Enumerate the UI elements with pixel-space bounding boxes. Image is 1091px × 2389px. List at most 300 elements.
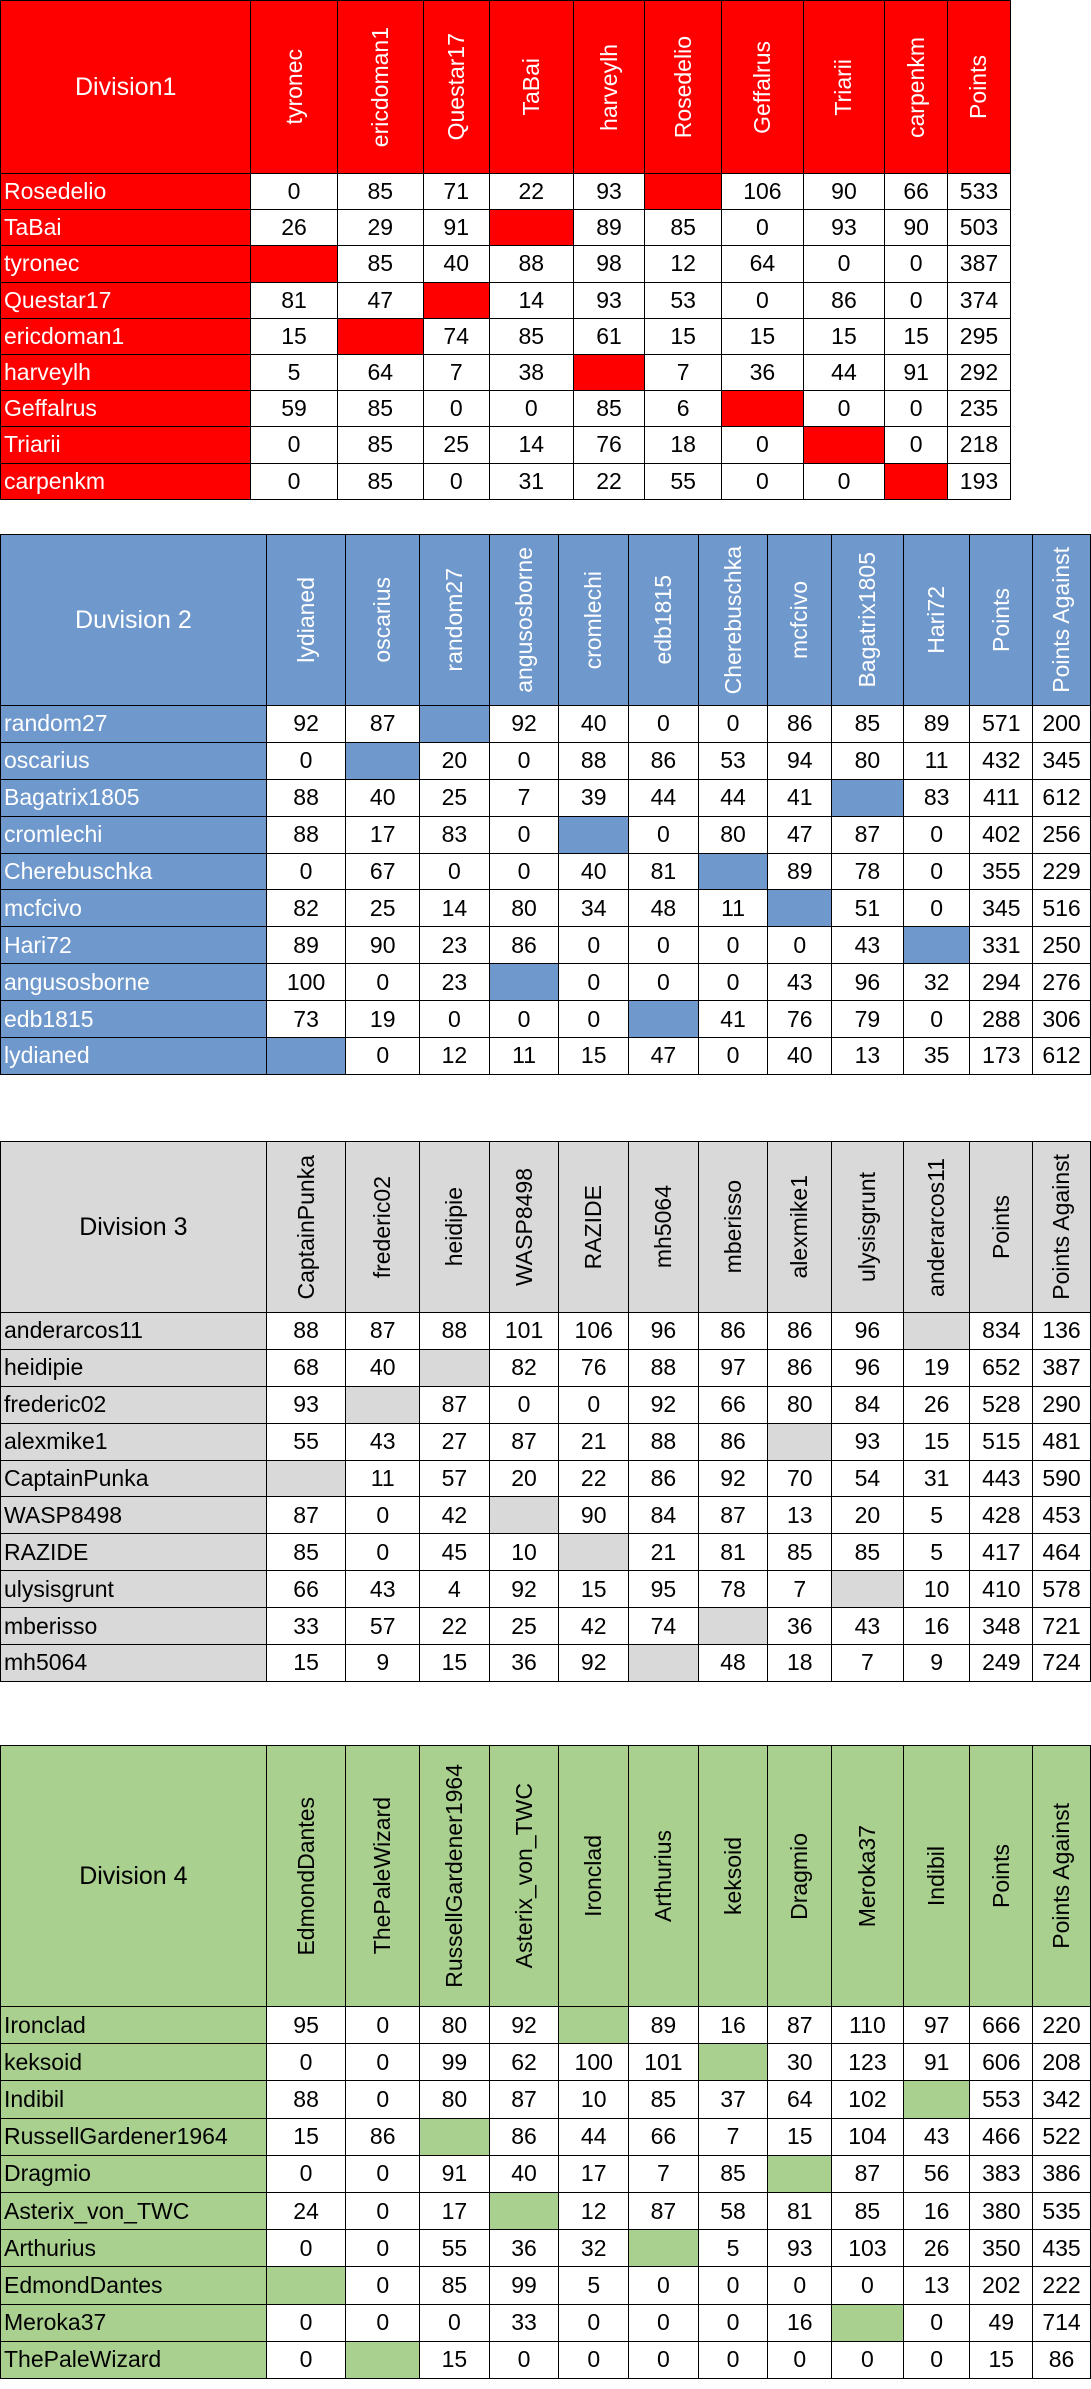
score-cell: 0 — [629, 964, 699, 1001]
score-cell: 62 — [489, 2044, 559, 2081]
score-cell: 89 — [629, 2007, 699, 2044]
score-cell: 101 — [489, 1313, 559, 1350]
points-cell: 432 — [970, 742, 1033, 779]
score-cell: 0 — [346, 964, 420, 1001]
column-header-wasp8498 — [489, 1142, 559, 1313]
points-cell: 288 — [970, 1001, 1033, 1038]
column-header-thepalewizard — [346, 1746, 420, 2007]
column-header-label: Triarii — [830, 58, 857, 116]
points-cell: 387 — [948, 246, 1011, 282]
points-against-cell: 290 — [1033, 1386, 1091, 1423]
score-cell: 0 — [420, 853, 490, 890]
score-cell: 85 — [629, 2081, 699, 2118]
score-cell: 22 — [489, 174, 573, 210]
table-row — [1, 779, 1091, 816]
score-cell: 14 — [489, 427, 573, 463]
table-row — [1, 2118, 1091, 2155]
score-cell: 44 — [698, 779, 768, 816]
score-cell: 0 — [629, 2267, 699, 2304]
score-cell: 0 — [722, 463, 804, 499]
score-cell: 40 — [346, 1349, 420, 1386]
points-against-cell: 535 — [1033, 2192, 1091, 2229]
column-header-ericdoman1 — [337, 1, 423, 174]
score-cell: 36 — [722, 354, 804, 390]
score-cell: 18 — [645, 427, 722, 463]
score-cell: 99 — [420, 2044, 490, 2081]
points-against-cell: 453 — [1033, 1497, 1091, 1534]
score-cell: 5 — [251, 354, 337, 390]
score-cell: 80 — [832, 742, 904, 779]
column-header-mberisso — [698, 1142, 768, 1313]
score-cell: 95 — [266, 2007, 346, 2044]
score-cell: 13 — [768, 1497, 832, 1534]
column-header-oscarius — [346, 535, 420, 706]
score-cell: 7 — [832, 1645, 904, 1682]
score-cell: 0 — [266, 2341, 346, 2378]
column-header-cherebuschka — [698, 535, 768, 706]
score-cell: 23 — [420, 964, 490, 1001]
score-cell: 86 — [346, 2118, 420, 2155]
row-name-bagatrix1805: Bagatrix1805 — [1, 779, 267, 816]
score-cell: 93 — [832, 1423, 904, 1460]
score-cell: 0 — [266, 2230, 346, 2267]
row-name-ulysisgrunt: ulysisgrunt — [1, 1571, 267, 1608]
score-cell: 33 — [489, 2304, 559, 2341]
score-cell: 23 — [420, 927, 490, 964]
table-row — [1, 1001, 1091, 1038]
score-cell: 41 — [698, 1001, 768, 1038]
self-match-cell — [629, 1645, 699, 1682]
score-cell: 0 — [346, 2081, 420, 2118]
column-header-hari72 — [903, 535, 970, 706]
self-match-cell — [346, 1386, 420, 1423]
score-cell: 90 — [885, 210, 948, 246]
score-cell: 0 — [698, 1038, 768, 1075]
column-header-label: oscarius — [369, 577, 396, 663]
score-cell: 85 — [768, 1534, 832, 1571]
score-cell: 7 — [629, 2155, 699, 2192]
score-cell: 102 — [832, 2081, 904, 2118]
score-cell: 96 — [629, 1313, 699, 1350]
points-against-cell: 200 — [1033, 706, 1091, 743]
score-cell: 85 — [337, 174, 423, 210]
score-cell: 0 — [629, 2341, 699, 2378]
row-name-asterix-von-twc: Asterix_von_TWC — [1, 2192, 267, 2229]
column-header-label: mcfcivo — [786, 581, 813, 659]
score-cell: 11 — [903, 742, 970, 779]
points-cell: 528 — [970, 1386, 1033, 1423]
column-header-geffalrus — [722, 1, 804, 174]
score-cell: 76 — [559, 1349, 629, 1386]
score-cell: 0 — [559, 2341, 629, 2378]
score-cell: 20 — [489, 1460, 559, 1497]
column-header-alexmike1 — [768, 1142, 832, 1313]
score-cell: 44 — [559, 2118, 629, 2155]
score-cell: 39 — [559, 779, 629, 816]
score-cell: 10 — [559, 2081, 629, 2118]
column-header-razide — [559, 1142, 629, 1313]
self-match-cell — [698, 2044, 768, 2081]
score-cell: 0 — [903, 2341, 970, 2378]
row-name-triarii: Triarii — [1, 427, 251, 463]
column-header-points — [948, 1, 1011, 174]
score-cell: 86 — [768, 706, 832, 743]
column-header-indibil — [903, 1746, 970, 2007]
self-match-cell — [266, 1038, 346, 1075]
score-cell: 91 — [885, 354, 948, 390]
column-header-label: mberisso — [719, 1180, 746, 1274]
column-header-angusosborne — [489, 535, 559, 706]
column-header-bagatrix1805 — [832, 535, 904, 706]
score-cell: 0 — [698, 2341, 768, 2378]
score-cell: 89 — [768, 853, 832, 890]
score-cell: 0 — [629, 816, 699, 853]
row-name-frederic02: frederic02 — [1, 1386, 267, 1423]
score-cell: 43 — [903, 2118, 970, 2155]
score-cell: 40 — [489, 2155, 559, 2192]
score-cell: 0 — [903, 890, 970, 927]
score-cell: 36 — [768, 1608, 832, 1645]
score-cell: 0 — [629, 2304, 699, 2341]
score-cell: 59 — [251, 391, 337, 427]
score-cell: 74 — [629, 1608, 699, 1645]
score-cell: 76 — [768, 1001, 832, 1038]
row-name-meroka37: Meroka37 — [1, 2304, 267, 2341]
column-header-label: ThePaleWizard — [369, 1797, 396, 1955]
column-header-label: carpenkm — [902, 36, 929, 138]
score-cell: 40 — [423, 246, 489, 282]
score-cell: 87 — [489, 1423, 559, 1460]
points-cell: 331 — [970, 927, 1033, 964]
column-header-cromlechi — [559, 535, 629, 706]
score-cell: 86 — [698, 1313, 768, 1350]
score-cell: 44 — [803, 354, 885, 390]
column-header-label: Points — [987, 1195, 1014, 1259]
header-row — [1, 1, 1011, 174]
score-cell: 79 — [832, 1001, 904, 1038]
points-cell: 355 — [970, 853, 1033, 890]
points-cell: 173 — [970, 1038, 1033, 1075]
points-against-cell: 612 — [1033, 1038, 1091, 1075]
self-match-cell — [903, 2081, 970, 2118]
table-row — [1, 2007, 1091, 2044]
points-cell: 834 — [970, 1313, 1033, 1350]
row-name-carpenkm: carpenkm — [1, 463, 251, 499]
column-header-label: TaBai — [517, 58, 544, 116]
score-cell: 38 — [489, 354, 573, 390]
score-cell: 80 — [698, 816, 768, 853]
score-cell: 0 — [698, 2267, 768, 2304]
score-cell: 0 — [559, 964, 629, 1001]
column-header-label: angusosborne — [510, 547, 537, 693]
division-table-1 — [0, 0, 1011, 500]
score-cell: 0 — [420, 1001, 490, 1038]
points-cell: 428 — [970, 1497, 1033, 1534]
table-row — [1, 463, 1011, 499]
score-cell: 92 — [489, 1571, 559, 1608]
table-row — [1, 282, 1011, 318]
column-header-label: Cherebuschka — [719, 545, 746, 695]
table-row — [1, 2044, 1091, 2081]
score-cell: 11 — [346, 1460, 420, 1497]
score-cell: 0 — [629, 927, 699, 964]
header-row — [1, 535, 1091, 706]
column-header-label: Questar17 — [442, 33, 469, 141]
self-match-cell — [423, 282, 489, 318]
score-cell: 91 — [903, 2044, 970, 2081]
column-header-carpenkm — [885, 1, 948, 174]
score-cell: 81 — [251, 282, 337, 318]
column-header-tyronec — [251, 1, 337, 174]
self-match-cell — [629, 1001, 699, 1038]
division-title: Duvision 2 — [1, 535, 267, 706]
score-cell: 22 — [573, 463, 644, 499]
table-row — [1, 2304, 1091, 2341]
score-cell: 55 — [266, 1423, 346, 1460]
row-name-anderarcos11: anderarcos11 — [1, 1313, 267, 1350]
points-against-cell: 250 — [1033, 927, 1091, 964]
column-header-label: ulysisgrunt — [853, 1172, 880, 1282]
points-against-cell: 724 — [1033, 1645, 1091, 1682]
score-cell: 0 — [903, 2304, 970, 2341]
table-row — [1, 1349, 1091, 1386]
row-name-random27: random27 — [1, 706, 267, 743]
score-cell: 85 — [645, 210, 722, 246]
score-cell: 83 — [420, 816, 490, 853]
row-name-ericdoman1: ericdoman1 — [1, 318, 251, 354]
score-cell: 0 — [251, 427, 337, 463]
table-row — [1, 1313, 1091, 1350]
score-cell: 13 — [832, 1038, 904, 1075]
score-cell: 91 — [423, 210, 489, 246]
self-match-cell — [768, 890, 832, 927]
score-cell: 86 — [768, 1313, 832, 1350]
division-title: Division 4 — [1, 1746, 267, 2007]
score-cell: 40 — [768, 1038, 832, 1075]
score-cell: 101 — [629, 2044, 699, 2081]
column-header-points — [970, 1142, 1033, 1313]
table-row — [1, 1460, 1091, 1497]
row-name-tabai: TaBai — [1, 210, 251, 246]
score-cell: 43 — [832, 1608, 904, 1645]
points-against-cell: 220 — [1033, 2007, 1091, 2044]
column-header-label: lydianed — [292, 577, 319, 663]
score-cell: 0 — [489, 816, 559, 853]
row-name-captainpunka: CaptainPunka — [1, 1460, 267, 1497]
row-name-ironclad: Ironclad — [1, 2007, 267, 2044]
score-cell: 71 — [423, 174, 489, 210]
division-table-3 — [0, 1141, 1091, 1682]
column-header-label: ericdoman1 — [366, 26, 393, 148]
row-name-hari72: Hari72 — [1, 927, 267, 964]
column-header-questar17 — [423, 1, 489, 174]
table-row — [1, 927, 1091, 964]
score-cell: 0 — [489, 742, 559, 779]
score-cell: 92 — [629, 1386, 699, 1423]
table-row — [1, 742, 1091, 779]
column-header-edb1815 — [629, 535, 699, 706]
points-against-cell: 464 — [1033, 1534, 1091, 1571]
points-cell: 294 — [970, 964, 1033, 1001]
score-cell: 66 — [266, 1571, 346, 1608]
score-cell: 99 — [489, 2267, 559, 2304]
points-against-cell: 256 — [1033, 816, 1091, 853]
score-cell: 0 — [698, 964, 768, 1001]
score-cell: 87 — [629, 2192, 699, 2229]
score-cell: 88 — [559, 742, 629, 779]
score-cell: 22 — [559, 1460, 629, 1497]
column-header-harveylh — [573, 1, 644, 174]
column-header-points — [970, 1746, 1033, 2007]
self-match-cell — [698, 1608, 768, 1645]
column-header-label: EdmondDantes — [292, 1796, 319, 1956]
score-cell: 87 — [832, 816, 904, 853]
points-cell: 374 — [948, 282, 1011, 318]
score-cell: 36 — [489, 2230, 559, 2267]
score-cell: 96 — [832, 1313, 904, 1350]
score-cell: 47 — [337, 282, 423, 318]
points-against-cell: 345 — [1033, 742, 1091, 779]
score-cell: 57 — [420, 1460, 490, 1497]
score-cell: 35 — [903, 1038, 970, 1075]
row-name-tyronec: tyronec — [1, 246, 251, 282]
table-row — [1, 2341, 1091, 2378]
self-match-cell — [489, 210, 573, 246]
score-cell: 32 — [903, 964, 970, 1001]
column-header-meroka37 — [832, 1746, 904, 2007]
row-name-edmonddantes: EdmondDantes — [1, 2267, 267, 2304]
score-cell: 6 — [645, 391, 722, 427]
column-header-label: WASP8498 — [510, 1167, 537, 1287]
score-cell: 80 — [768, 1386, 832, 1423]
score-cell: 106 — [722, 174, 804, 210]
score-cell: 7 — [768, 1571, 832, 1608]
table-row — [1, 816, 1091, 853]
score-cell: 86 — [629, 742, 699, 779]
column-header-anderarcos11 — [903, 1142, 970, 1313]
score-cell: 21 — [629, 1534, 699, 1571]
column-header-points-against — [1033, 1746, 1091, 2007]
column-header-label: Points Against — [1048, 547, 1075, 693]
row-name-arthurius: Arthurius — [1, 2230, 267, 2267]
score-cell: 88 — [489, 246, 573, 282]
row-name-geffalrus: Geffalrus — [1, 391, 251, 427]
row-name-dragmio: Dragmio — [1, 2155, 267, 2192]
score-cell: 29 — [337, 210, 423, 246]
points-cell: 466 — [970, 2118, 1033, 2155]
self-match-cell — [645, 174, 722, 210]
score-cell: 0 — [423, 463, 489, 499]
table-row — [1, 1645, 1091, 1682]
score-cell: 12 — [559, 2192, 629, 2229]
score-cell: 76 — [573, 427, 644, 463]
score-cell: 88 — [629, 1423, 699, 1460]
score-cell: 96 — [832, 1349, 904, 1386]
score-cell: 78 — [832, 853, 904, 890]
score-cell: 0 — [722, 282, 804, 318]
score-cell: 82 — [266, 890, 346, 927]
score-cell: 41 — [768, 779, 832, 816]
score-cell: 66 — [629, 2118, 699, 2155]
column-header-label: Geffalrus — [748, 40, 775, 134]
self-match-cell — [346, 742, 420, 779]
score-cell: 16 — [768, 2304, 832, 2341]
score-cell: 88 — [266, 779, 346, 816]
score-cell: 90 — [559, 1497, 629, 1534]
score-cell: 0 — [346, 2007, 420, 2044]
score-cell: 0 — [489, 1001, 559, 1038]
column-header-asterix-von-twc — [489, 1746, 559, 2007]
row-name-edb1815: edb1815 — [1, 1001, 267, 1038]
row-name-indibil: Indibil — [1, 2081, 267, 2118]
score-cell: 57 — [346, 1608, 420, 1645]
table-row — [1, 1534, 1091, 1571]
score-cell: 0 — [346, 2155, 420, 2192]
score-cell: 7 — [698, 2118, 768, 2155]
points-against-cell: 481 — [1033, 1423, 1091, 1460]
points-cell: 383 — [970, 2155, 1033, 2192]
score-cell: 86 — [803, 282, 885, 318]
score-cell: 25 — [420, 779, 490, 816]
header-row — [1, 1142, 1091, 1313]
column-header-points-against — [1033, 1142, 1091, 1313]
score-cell: 94 — [768, 742, 832, 779]
column-header-label: Rosedelio — [669, 35, 696, 139]
score-cell: 86 — [629, 1460, 699, 1497]
score-cell: 9 — [903, 1645, 970, 1682]
score-cell: 93 — [573, 174, 644, 210]
column-header-label: CaptainPunka — [292, 1154, 319, 1300]
score-cell: 0 — [559, 927, 629, 964]
score-cell: 48 — [698, 1645, 768, 1682]
score-cell: 0 — [559, 1386, 629, 1423]
score-cell: 0 — [885, 427, 948, 463]
column-header-lydianed — [266, 535, 346, 706]
score-cell: 0 — [420, 2304, 490, 2341]
points-against-cell: 86 — [1033, 2341, 1091, 2378]
points-cell: 402 — [970, 816, 1033, 853]
column-header-ulysisgrunt — [832, 1142, 904, 1313]
score-cell: 20 — [420, 742, 490, 779]
column-header-heidipie — [420, 1142, 490, 1313]
score-cell: 15 — [645, 318, 722, 354]
points-against-cell: 222 — [1033, 2267, 1091, 2304]
points-against-cell: 590 — [1033, 1460, 1091, 1497]
score-cell: 104 — [832, 2118, 904, 2155]
table-row — [1, 2267, 1091, 2304]
score-cell: 0 — [266, 2304, 346, 2341]
score-cell: 0 — [346, 2192, 420, 2229]
self-match-cell — [559, 2007, 629, 2044]
self-match-cell — [420, 2118, 490, 2155]
row-name-rosedelio: Rosedelio — [1, 174, 251, 210]
points-cell: 193 — [948, 463, 1011, 499]
score-cell: 89 — [903, 706, 970, 743]
points-cell: 417 — [970, 1534, 1033, 1571]
score-cell: 93 — [803, 210, 885, 246]
score-cell: 43 — [832, 927, 904, 964]
column-header-label: harveylh — [595, 43, 622, 131]
row-name-cromlechi: cromlechi — [1, 816, 267, 853]
score-cell: 88 — [420, 1313, 490, 1350]
points-cell: 652 — [970, 1349, 1033, 1386]
table-row — [1, 2230, 1091, 2267]
division-table-4 — [0, 1745, 1091, 2379]
self-match-cell — [420, 1349, 490, 1386]
table-row — [1, 890, 1091, 927]
score-cell: 93 — [573, 282, 644, 318]
score-cell: 17 — [420, 2192, 490, 2229]
